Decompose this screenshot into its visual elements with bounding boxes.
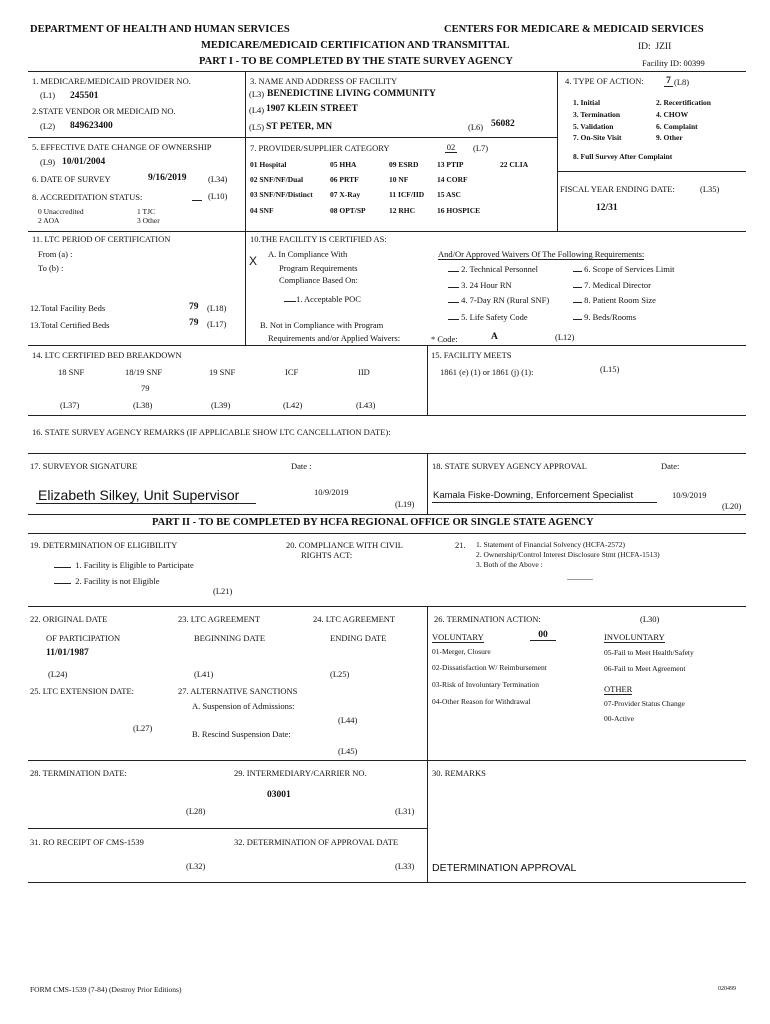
waiver-option: 8. Patient Room Size (573, 295, 656, 305)
facility-id: Facility ID: 00399 (642, 58, 705, 68)
involuntary-heading: INVOLUNTARY (604, 632, 665, 642)
waiver-option: 2. Technical Personnel (448, 264, 538, 274)
form-code: 020499 (718, 986, 736, 992)
waiver-option: 9. Beds/Rooms (573, 312, 636, 322)
field-26-code: (L30) (640, 614, 660, 624)
bed-col: 18/19 SNF (125, 367, 163, 377)
surveyor-signature: Elizabeth Silkey, Unit Supervisor (38, 487, 240, 503)
field-28-code: (L28) (186, 806, 206, 816)
compliance-a-line1: A. In Compliance With (268, 249, 348, 259)
field-21-option: 1. Statement of Financial Solvency (HCFA-2572) (476, 540, 626, 549)
acceptable-poc: 1. Acceptable POC (284, 294, 361, 304)
other-option: 00-Active (604, 714, 634, 723)
field-17-code: (L19) (395, 499, 415, 509)
rule (28, 882, 746, 883)
field-24-sub: ENDING DATE (330, 633, 387, 643)
field-31-label: 31. RO RECEIPT OF CMS-1539 (30, 837, 144, 847)
action-option: 6. Complaint (656, 122, 698, 131)
category-option: 15 ASC (437, 190, 461, 199)
accreditation-option: 2 AOA (38, 216, 60, 225)
field-19-code: (L21) (213, 586, 233, 596)
field-20-label: 20. COMPLIANCE WITH CIVIL (286, 540, 403, 550)
category-option: 16 HOSPICE (437, 206, 481, 215)
field-19-label: 19. DETERMINATION OF ELIGIBILITY (30, 540, 178, 550)
rule (28, 606, 746, 607)
field-3-code-l3: (L3) (249, 89, 265, 99)
category-option: 12 RHC (389, 206, 416, 215)
field-29-code: (L31) (395, 806, 415, 816)
action-option: 7. On-Site Visit (573, 133, 622, 142)
original-participation-date: 11/01/1987 (46, 648, 89, 658)
bed-code: (L37) (60, 400, 80, 410)
bed-count-18-19-snf: 79 (141, 383, 150, 393)
field-18-label: 18. STATE SURVEY AGENCY APPROVAL (432, 461, 587, 471)
compliance-a-line2: Program Requirements (279, 263, 358, 273)
fiscal-year-value: 12/31 (596, 203, 618, 213)
field-4-code: (L8) (674, 77, 690, 87)
field-14-label: 14. LTC CERTIFIED BED BREAKDOWN (32, 350, 182, 360)
category-option: 14 CORF (437, 175, 468, 184)
action-option: 1. Initial (573, 98, 601, 107)
field-21-label: 21. (455, 540, 466, 550)
rule (245, 137, 246, 231)
field-15-code: (L15) (600, 364, 620, 374)
field-2-code: (L2) (40, 121, 56, 131)
field-10-label: 10.THE FACILITY IS CERTIFIED AS: (250, 234, 387, 244)
field-6-label: 6. DATE OF SURVEY (32, 174, 111, 184)
waiver-option: 3. 24 Hour RN (448, 280, 512, 290)
bed-col: 18 SNF (58, 367, 85, 377)
suspension-admissions: A. Suspension of Admissions: (192, 701, 295, 711)
bed-code: (L38) (133, 400, 153, 410)
ltc-to: To (b) : (38, 263, 64, 273)
category-option: 05 HHA (330, 160, 357, 169)
eligibility-option: 1. Facility is Eligible to Participate (54, 560, 194, 570)
code-label: * Code: (431, 334, 458, 344)
compliance-b-line1: B. Not in Compliance with Program (260, 320, 384, 330)
rule (28, 137, 557, 138)
action-option: 2. Recertification (656, 98, 711, 107)
fiscal-year-code: (L35) (700, 184, 720, 194)
category-option: 07 X-Ray (330, 190, 361, 199)
category-option: 08 OPT/SP (330, 206, 366, 215)
survey-date: 9/16/2019 (148, 173, 187, 183)
voluntary-option: 03-Risk of Involuntary Termination (432, 680, 540, 689)
field-24-label: 24. LTC AGREEMENT (313, 614, 396, 624)
signature-line (36, 503, 256, 504)
effective-date: 10/01/2004 (62, 157, 106, 167)
other-option: 07-Provider Status Change (604, 699, 685, 708)
accreditation-option: 0 Unaccredited (38, 207, 84, 216)
type-of-action-value: 7 (664, 76, 673, 87)
other-heading: OTHER (604, 684, 633, 694)
department-title: DEPARTMENT OF HEALTH AND HUMAN SERVICES (30, 24, 290, 35)
field-27b-code: (L45) (338, 746, 358, 756)
facility-city: ST PETER, MN (266, 122, 333, 132)
category-option: 09 ESRD (389, 160, 419, 169)
form-number: FORM CMS-1539 (7-84) (Destroy Prior Editions) (30, 985, 182, 994)
field-5-label: 5. EFFECTIVE DATE CHANGE OF OWNERSHIP (32, 142, 212, 152)
rule (427, 760, 428, 882)
rule (28, 533, 746, 534)
waiver-option: 5. Life Safety Code (448, 312, 528, 322)
field-15-label: 15. FACILITY MEETS (431, 350, 512, 360)
rule (28, 760, 746, 761)
voluntary-option: 04-Other Reason for Withdrawal (432, 697, 531, 706)
action-option: 3. Termination (573, 110, 621, 119)
bed-code: (L42) (283, 400, 303, 410)
field-28-label: 28. TERMINATION DATE: (30, 768, 127, 778)
field-27a-code: (L44) (338, 715, 358, 725)
code-value: A (491, 332, 498, 342)
category-option: 03 SNF/NF/Distinct (250, 190, 313, 199)
facility-zip: 56082 (491, 119, 515, 129)
field-22-label: 22. ORIGINAL DATE (30, 614, 108, 624)
waiver-option: 4. 7-Day RN (Rural SNF) (448, 295, 549, 305)
field-6-code: (L34) (208, 174, 228, 184)
field-3-code-l5: (L5) (249, 122, 265, 132)
rule (427, 606, 428, 760)
signature-line (432, 502, 657, 503)
field-17-label: 17. SURVEYOR SIGNATURE (30, 461, 138, 471)
surveyor-date: 10/9/2019 (314, 487, 349, 497)
involuntary-option: 06-Fail to Meet Agreement (604, 664, 686, 673)
field-27-label: 27. ALTERNATIVE SANCTIONS (178, 686, 298, 696)
action-option: 9. Other (656, 133, 683, 142)
part2-title: PART II - TO BE COMPLETED BY HCFA REGIONAL OFFICE OR SINGLE STATE AGENCY (152, 517, 594, 528)
field-8-code: (L10) (208, 191, 228, 201)
waiver-option: 6. Scope of Services Limit (573, 264, 675, 274)
facility-name: BENEDICTINE LIVING COMMUNITY (267, 89, 436, 99)
voluntary-option: 02-Dissatisfaction W/ Reimbursement (432, 663, 547, 672)
field-21-blank (567, 579, 593, 580)
rule (427, 453, 428, 514)
field-29-label: 29. INTERMEDIARY/CARRIER NO. (234, 768, 367, 778)
field-24-code: (L25) (330, 669, 350, 679)
eligibility-option: 2. Facility is not Eligible (54, 576, 160, 586)
bed-col: IID (358, 367, 370, 377)
category-option: 11 ICF/IID (389, 190, 425, 199)
field-31-code: (L32) (186, 861, 206, 871)
rule (28, 231, 746, 232)
field-32-code: (L33) (395, 861, 415, 871)
category-option: 01 Hospital (250, 160, 287, 169)
category-option: 04 SNF (250, 206, 274, 215)
ltc-from: From (a) : (38, 249, 73, 259)
intermediary-number: 03001 (267, 790, 291, 800)
provider-number: 245501 (70, 91, 99, 101)
centers-title: CENTERS FOR MEDICARE & MEDICAID SERVICES (444, 24, 704, 35)
field-22-code: (L24) (48, 669, 68, 679)
rule (245, 71, 246, 137)
rule (28, 345, 746, 346)
field-1-label: 1. MEDICARE/MEDICAID PROVIDER NO. (32, 76, 191, 86)
waiver-option: 7. Medical Director (573, 280, 651, 290)
category-option: 06 PRTF (330, 175, 359, 184)
compliance-a-line3: Compliance Based On: (279, 275, 358, 285)
field-20-label-2: RIGHTS ACT: (301, 550, 353, 560)
compliance-b-line2: Requirements and/or Applied Waivers: (268, 333, 401, 343)
field-13-code: (L17) (207, 319, 227, 329)
field-18-date-label: Date: (661, 461, 680, 471)
total-certified-beds: 79 (189, 318, 199, 328)
category-option: 02 SNF/NF/Dual (250, 175, 304, 184)
field-16-label: 16. STATE SURVEY AGENCY REMARKS (IF APPLICABLE SHOW LTC CANCELLATION DATE): (32, 427, 391, 437)
field-21-option: 3. Both of the Above : (476, 560, 543, 569)
rule (28, 415, 746, 416)
bed-col: ICF (285, 367, 299, 377)
category-option: 13 PTIP (437, 160, 464, 169)
rule (427, 345, 428, 415)
field-17-date-label: Date : (291, 461, 312, 471)
field-23-code: (L41) (194, 669, 214, 679)
remarks-value: DETERMINATION APPROVAL (432, 862, 577, 874)
field-7-label: 7. PROVIDER/SUPPLIER CATEGORY (250, 143, 390, 153)
code-ref: (L12) (555, 332, 575, 342)
field-2-label: 2.STATE VENDOR OR MEDICAID NO. (32, 106, 176, 116)
provider-category-value: 02 (446, 142, 456, 152)
rule (28, 828, 427, 829)
id-label: ID: JZII (638, 42, 672, 52)
field-7-code: (L7) (473, 143, 489, 153)
agency-approval-signature: Kamala Fiske-Downing, Enforcement Specialist (433, 490, 634, 501)
waiver-heading: And/Or Approved Waivers Of The Following Requirements: (438, 249, 645, 259)
field-5-code: (L9) (40, 157, 56, 167)
field-4-label: 4. TYPE OF ACTION: (565, 76, 644, 86)
part1-title: PART I - TO BE COMPLETED BY THE STATE SURVEY AGENCY (199, 56, 513, 67)
rule (245, 231, 246, 345)
field-3-code-l6: (L6) (468, 122, 484, 132)
rule (557, 171, 746, 172)
involuntary-option: 05-Fail to Meet Health/Safety (604, 648, 694, 657)
action-option: 5. Validation (573, 122, 614, 131)
field-30-label: 30. REMARKS (432, 768, 486, 778)
rescind-suspension: B. Rescind Suspension Date: (192, 729, 291, 739)
action-option: 4. CHOW (656, 110, 689, 119)
field-32-label: 32. DETERMINATION OF APPROVAL DATE (234, 837, 399, 847)
rule (28, 514, 746, 515)
total-facility-beds: 79 (189, 302, 199, 312)
accreditation-blank (192, 200, 202, 201)
bed-code: (L43) (356, 400, 376, 410)
approval-date: 10/9/2019 (672, 490, 707, 500)
vendor-number: 849623400 (70, 121, 113, 131)
rule (28, 453, 746, 454)
field-25-code: (L27) (133, 723, 153, 733)
field-3-label: 3. NAME AND ADDRESS OF FACILITY (250, 76, 398, 86)
facility-street: 1907 KLEIN STREET (266, 104, 358, 114)
compliance-checkmark: X (249, 254, 258, 268)
field-21-option: 2. Ownership/Control Interest Disclosure Stmt (HCFA-1513) (476, 550, 660, 559)
voluntary-option: 01-Merger, Closure (432, 647, 491, 656)
field-13-label: 13.Total Certified Beds (30, 320, 110, 330)
category-option: 10 NF (389, 175, 409, 184)
action-option: 8. Full Survey After Complaint (573, 152, 673, 161)
accreditation-option: 3 Other (137, 216, 160, 225)
field-12-label: 12.Total Facility Beds (30, 303, 106, 313)
bed-code: (L39) (211, 400, 231, 410)
field-15-text: 1861 (e) (1) or 1861 (j) (1): (440, 367, 534, 377)
rule (28, 71, 746, 72)
field-18-code: (L20) (722, 501, 742, 511)
field-23-sub: BEGINNING DATE (194, 633, 266, 643)
field-8-label: 8. ACCREDITATION STATUS: (32, 192, 143, 202)
field-3-code-l4: (L4) (249, 105, 265, 115)
accreditation-option: 1 TJC (137, 207, 155, 216)
bed-col: 19 SNF (209, 367, 236, 377)
field-12-code: (L18) (207, 303, 227, 313)
form-title: MEDICARE/MEDICAID CERTIFICATION AND TRANSMITTAL (201, 40, 510, 51)
field-23-label: 23. LTC AGREEMENT (178, 614, 261, 624)
rule (557, 71, 558, 231)
field-1-code: (L1) (40, 90, 56, 100)
fiscal-year-label: FISCAL YEAR ENDING DATE: (560, 184, 675, 194)
field-25-label: 25. LTC EXTENSION DATE: (30, 686, 135, 696)
voluntary-heading: VOLUNTARY (432, 632, 484, 642)
field-26-label: 26. TERMINATION ACTION: (434, 614, 541, 624)
field-22-sub: OF PARTICIPATION (46, 633, 121, 643)
category-option: 22 CLIA (500, 160, 529, 169)
field-11-label: 11. LTC PERIOD OF CERTIFICATION (32, 234, 171, 244)
termination-action-value: 00 (530, 630, 556, 641)
